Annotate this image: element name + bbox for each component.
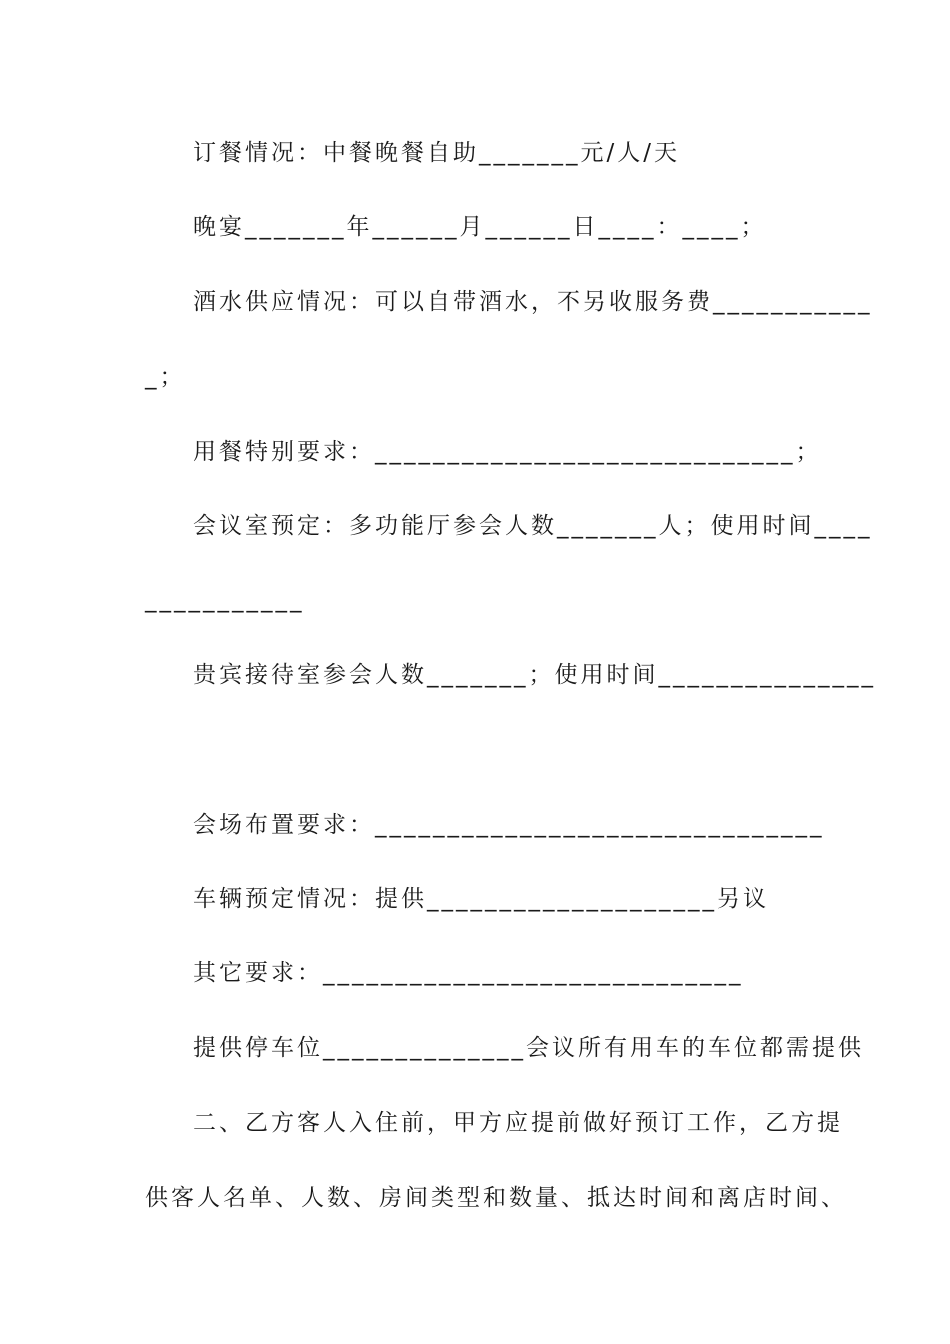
clause-two-continuation: 供客人名单、人数、房间类型和数量、抵达时间和离店时间、 [145, 1185, 847, 1211]
vip-room-line: 贵宾接待室参会人数_______；使用时间_______________ [193, 662, 876, 688]
dining-requirements-line: 用餐特别要求：_____________________________； [193, 439, 822, 465]
meal-booking-line: 订餐情况：中餐晚餐自助_______元/人/天 [193, 140, 680, 166]
venue-layout-line: 会场布置要求：_______________________________ [193, 812, 825, 838]
beverage-supply-continuation: _； [145, 364, 186, 390]
meeting-room-continuation: ___________ [145, 587, 305, 613]
banquet-date-line: 晚宴_______年______月______日____：____； [193, 214, 767, 240]
other-requirements-line: 其它要求：_____________________________ [193, 960, 744, 986]
meeting-room-line: 会议室预定：多功能厅参会人数_______人；使用时间____ [193, 513, 873, 539]
vehicle-booking-line: 车辆预定情况：提供____________________另议 [193, 886, 769, 912]
clause-two-line: 二、乙方客人入住前，甲方应提前做好预订工作，乙方提 [193, 1110, 843, 1136]
parking-line: 提供停车位______________会议所有用车的车位都需提供 [193, 1035, 864, 1061]
beverage-supply-line: 酒水供应情况：可以自带酒水，不另收服务费___________ [193, 289, 873, 315]
